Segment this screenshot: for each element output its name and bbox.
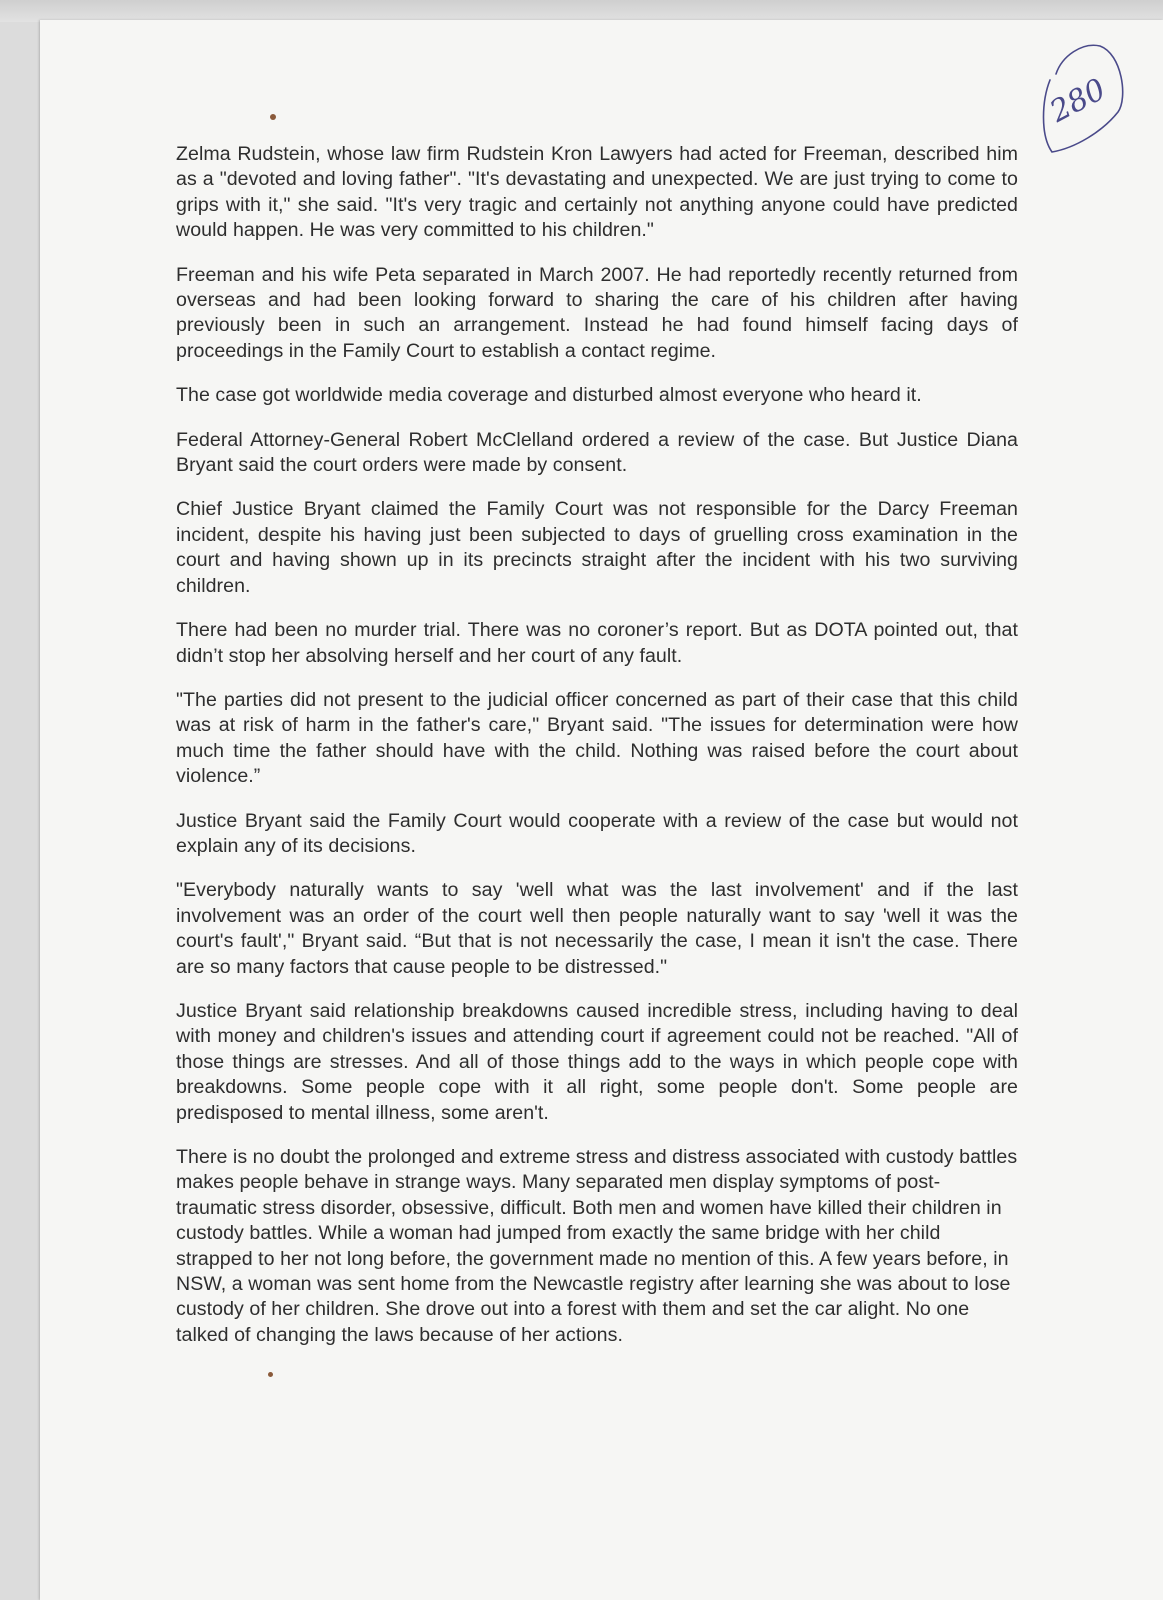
article-paragraph: Freeman and his wife Peta separated in March 2007. He had reportedly recently returned from overseas and had been looking forward to sharing the care of his children after having previously been in such an arrangement. Instead he had found himself facing days of proceedings in the Family Court to establish a contact regime. — [176, 263, 1018, 362]
article-paragraph: Chief Justice Bryant claimed the Family Court was not responsible for the Darcy Freeman incident, despite his having just been subjected to days of gruelling cross examination in the court and having shown up in its precincts straight after the incident with his two surviving children. — [176, 498, 1018, 597]
article-paragraph: The case got worldwide media coverage and disturbed almost everyone who heard it. — [176, 384, 922, 407]
article-paragraph: There is no doubt the prolonged and extreme stress and distress associated with custody battles makes people behave in strange ways. Many separated men display symptoms of post-traumatic stress disorder, obsessive, difficult. Both men and women have killed their children in custody battles. While a woman had jumped from exactly the same bridge with her child strapped to her not long before, the government made no mention of this. A few years before, in NSW, a woman was sent home from the Newcastle registry after learning she was about to lose custody of her children. She drove out into a forest with them and set the car alight. No one talked of changing the laws because of her actions. — [176, 1146, 1018, 1346]
article-paragraph: "Everybody naturally wants to say 'well what was the last involvement' and if the last involvement was an order of the court well then people naturally want to say 'well it was the court's fault'," Bryant said. “But that is not necessarily the case, I mean it isn't the case. There are so many factors that cause people to be distressed." — [176, 879, 1018, 978]
article-paragraph: Federal Attorney-General Robert McClelland ordered a review of the case. But Justice Diana Bryant said the court orders were made by consent. — [176, 428, 1018, 477]
article-paragraph: There had been no murder trial. There was no coroner’s report. But as DOTA pointed out, that didn’t stop her absolving herself and her court of any fault. — [176, 619, 1018, 667]
scan-background-edge — [0, 0, 1163, 22]
article-paragraph: Justice Bryant said relationship breakdowns caused incredible stress, including having to deal with money and children's issues and attending court if agreement could not be reached. "All of those things are stresses. And all of those things add to the ways in which people cope with breakdowns. Some people cope with it all right, some people don't. Some people are predisposed to mental illness, some aren't. — [176, 999, 1018, 1124]
page-number-text: 280 — [1044, 71, 1112, 130]
article-paragraph: Justice Bryant said the Family Court would cooperate with a review of the case but would not explain any of its decisions. — [176, 809, 1018, 857]
scan-speck — [268, 1372, 273, 1377]
article-body — [176, 142, 1018, 1367]
article-paragraph: Zelma Rudstein, whose law firm Rudstein Kron Lawyers had acted for Freeman, described him as a "devoted and loving father". "It's devastating and unexpected. We are just trying to come to grips with it," she said. "It's very tragic and certainly not anything anyone could have predicted would happen. He was very committed to his children." — [176, 143, 1018, 242]
article-paragraph: "The parties did not present to the judicial officer concerned as part of their case that this child was at risk of harm in the father's care," Bryant said. "The issues for determination were how much time the father should have with the child. Nothing was raised before the court about violence.” — [176, 688, 1018, 788]
handwritten-page-number — [1030, 40, 1140, 160]
scan-speck — [270, 114, 276, 120]
